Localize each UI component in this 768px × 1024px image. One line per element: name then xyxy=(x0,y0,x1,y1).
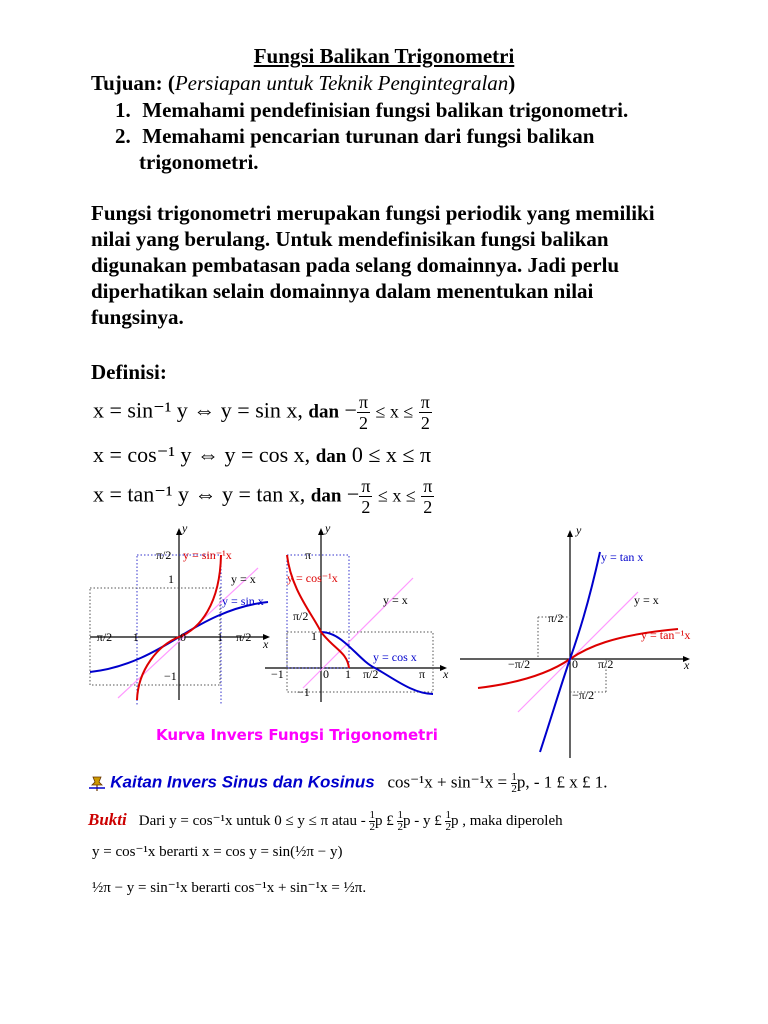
bukti-text: Dari y = cos⁻¹x untuk 0 ≤ y ≤ π atau - xyxy=(138,813,370,830)
tick-pi2-x: π/2 xyxy=(236,630,252,644)
tick-zero: 0 xyxy=(323,667,329,681)
inequality: ≤ x ≤ xyxy=(375,401,414,422)
dan-label: dan xyxy=(308,401,340,423)
y-label: y xyxy=(325,521,331,535)
page-title: Fungsi Balikan Trigonometri xyxy=(253,44,515,68)
kaitan-label: Kaitan Invers Sinus dan Kosinus xyxy=(110,772,375,792)
label-tan: y = tan x xyxy=(601,550,644,564)
kaitan-formula-tail: p, - 1 £ x £ 1. xyxy=(516,772,608,792)
intro-paragraph xyxy=(91,200,711,330)
pushpin-icon xyxy=(88,776,106,792)
tick-zero: 0 xyxy=(572,657,578,671)
tick-neg-pi2-x: −π/2 xyxy=(508,657,531,671)
graph-arctan xyxy=(458,522,703,762)
kaitan-formula: cos⁻¹x + sin⁻¹x = xyxy=(387,772,512,792)
bukti-part: p , maka diperoleh xyxy=(450,813,563,830)
tick-one: 1 xyxy=(168,572,174,586)
paragraph-line: diperhatikan selain domainnya dalam menentukan nilai xyxy=(91,279,594,303)
list-item xyxy=(115,97,628,123)
tick-pi2: π/2 xyxy=(548,611,564,625)
formula-cos xyxy=(93,442,431,468)
label-sin: y = sin x xyxy=(222,594,264,608)
tujuan-label: Tujuan: xyxy=(91,71,163,95)
formula-sin-text: x = sin⁻¹ y ⇔ y = sin x, xyxy=(93,397,303,423)
proof-line-3: ½π − y = sin⁻¹x berarti cos⁻¹x + sin⁻¹x = ½π. xyxy=(92,880,367,896)
tick-neg-one-x: −1 xyxy=(271,667,284,681)
proof-line-2: y = cos⁻¹x berarti x = cos y = sin(½π − y) xyxy=(92,844,343,860)
bukti-label: Bukti xyxy=(88,810,127,830)
paragraph-line: fungsinya. xyxy=(91,305,184,329)
formula-cos-text: x = cos⁻¹ y ⇔ y = cos x, xyxy=(93,442,311,467)
graph-arcsin xyxy=(88,520,278,705)
tujuan-close: ) xyxy=(508,71,516,95)
tujuan-open: ( xyxy=(162,71,175,95)
pi-over-2: $\frac{\pi}{2}$ xyxy=(423,476,433,517)
x-label: x xyxy=(684,658,690,672)
tick-pi2: π/2 xyxy=(293,609,309,623)
tick-pi-x: π xyxy=(419,667,426,681)
list-item xyxy=(115,123,594,149)
list-num: 2. xyxy=(115,124,131,148)
list-text: Memahami pendefinisian fungsi balikan trigonometri. xyxy=(142,98,629,122)
bukti-part: p - y £ xyxy=(402,813,446,830)
minus-sign: − xyxy=(344,397,357,423)
formula-tan-text: x = tan⁻¹ y ⇔ y = tan x, xyxy=(93,481,306,507)
formula-sin xyxy=(93,392,432,433)
tick-pi: π xyxy=(305,548,312,562)
dan-label: dan xyxy=(310,485,342,507)
x-label: x xyxy=(263,637,269,651)
tick-neg-one-y: −1 xyxy=(164,669,177,683)
list-item-continuation: trigonometri. xyxy=(139,150,259,174)
y-label: y xyxy=(182,521,188,535)
tick-one: 1 xyxy=(311,629,317,643)
label-y-eq-x: y = x xyxy=(634,593,659,607)
bukti-part: p £ xyxy=(374,813,398,830)
paragraph-line: digunakan pembatasan pada selang domainnya. Jadi perlu xyxy=(91,253,620,277)
pi-over-2: $\frac{\pi}{2}$ xyxy=(420,392,430,433)
tick-zero: 0 xyxy=(180,630,186,644)
label-cos: y = cos x xyxy=(373,650,417,664)
tick-neg-pi2-y: −π/2 xyxy=(572,688,595,702)
half-fraction: $\frac{1}{2}$ xyxy=(511,771,517,795)
tick-one-x: 1 xyxy=(345,667,351,681)
tujuan-note: Persiapan untuk Teknik Pengintegralan xyxy=(174,71,509,95)
paragraph-line: Fungsi trigonometri merupakan fungsi periodik yang memiliki xyxy=(91,201,655,225)
tick-pi2-x: π/2 xyxy=(363,667,379,681)
definisi-label: Definisi: xyxy=(91,360,167,384)
pi-over-2: $\frac{\pi}{2}$ xyxy=(361,476,371,517)
list-num: 1. xyxy=(115,98,131,122)
bukti-line: Bukti Dari y = cos⁻¹x untuk 0 ≤ y ≤ π atau - $\frac{1}{2}$ p £ $\frac{1}{2}$ p - y £ $\frac{1}{2}$ p , maka diperoleh xyxy=(88,809,563,833)
tick-pi2: π/2 xyxy=(156,548,172,562)
y-axis-arrow xyxy=(567,530,573,537)
inequality: ≤ x ≤ xyxy=(377,485,416,506)
y-axis-arrow xyxy=(318,528,324,535)
label-arccos: y = cos⁻¹x xyxy=(287,571,338,585)
cos-range: 0 ≤ x ≤ π xyxy=(351,442,432,467)
tick-neg-pi2: −π/2 xyxy=(90,630,113,644)
tick-pi2-x: π/2 xyxy=(598,657,614,671)
label-y-eq-x: y = x xyxy=(231,572,256,586)
list-text: Memahami pencarian turunan dari fungsi balikan xyxy=(142,124,595,148)
label-arcsin: y = sin⁻¹x xyxy=(183,548,232,562)
formula-tan xyxy=(93,476,434,517)
label-arctan: y = tan⁻¹x xyxy=(641,628,691,642)
tujuan-line xyxy=(91,70,515,96)
graph-arccos xyxy=(263,520,458,705)
x-label: x xyxy=(443,667,449,681)
graphs-caption: Kurva Invers Fungsi Trigonometri xyxy=(156,726,438,744)
y-label: y xyxy=(576,523,582,537)
tick-neg-one-y: −1 xyxy=(297,685,310,699)
dan-label: dan xyxy=(315,446,347,467)
minus-sign: − xyxy=(346,481,360,507)
kaitan-line xyxy=(88,772,608,795)
paragraph-line: nilai yang berulang. Untuk mendefinisikan fungsi balikan xyxy=(91,227,609,251)
pi-over-2: $\frac{\pi}{2}$ xyxy=(358,392,369,433)
label-y-eq-x: y = x xyxy=(383,593,408,607)
tick-neg-one: −1 xyxy=(126,630,139,644)
tick-one-x: 1 xyxy=(217,630,223,644)
